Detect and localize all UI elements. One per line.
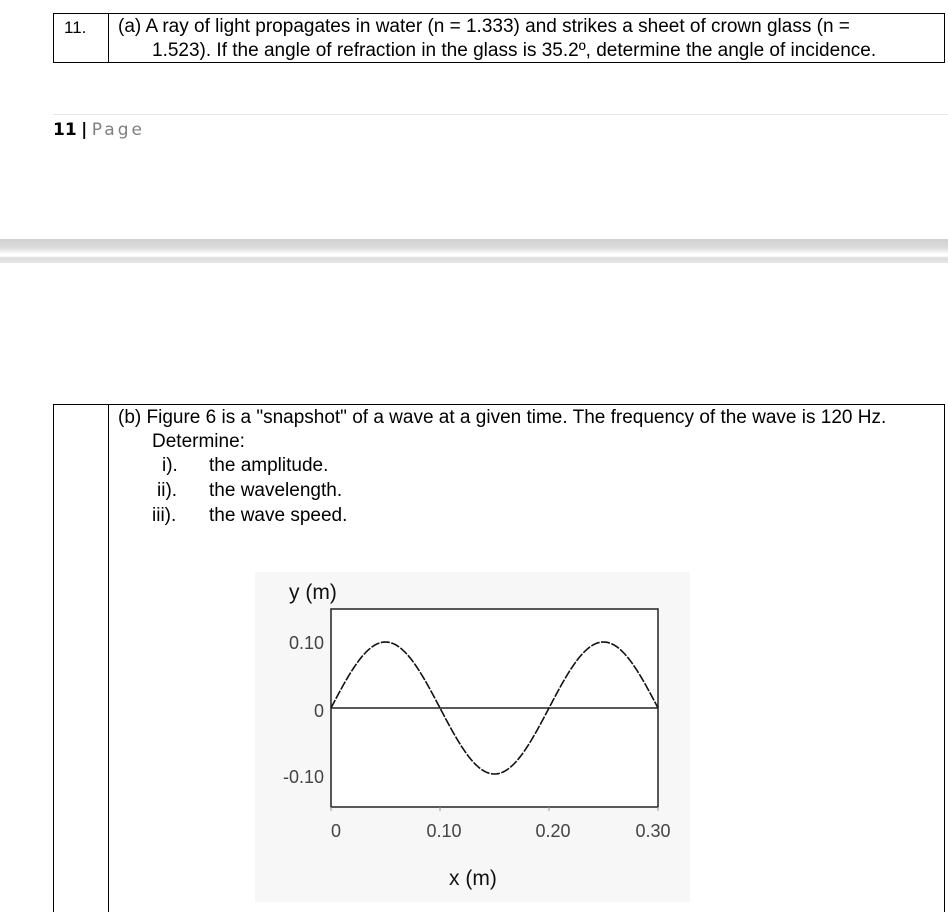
table-top-border [53, 13, 945, 14]
wave-figure [255, 572, 690, 902]
x-tick-label: 0.30 [635, 821, 671, 841]
question-number: 11. [64, 18, 87, 37]
footer-rule [53, 114, 948, 115]
list-item-text: the wave speed. [209, 505, 348, 526]
page-word: Page [91, 120, 145, 140]
y-axis-label: y (m) [289, 581, 337, 604]
question-a-line-2: 1.523). If the angle of refraction in the glass is 35.2º, determine the angle of incidence. [152, 40, 877, 61]
table-left-border [53, 404, 54, 912]
list-item-marker: iii). [152, 505, 177, 526]
table-top-border [53, 404, 945, 405]
page-break-band [0, 239, 948, 263]
page-separator: | [81, 120, 88, 140]
y-tick-label: 0 [313, 701, 324, 721]
x-tick-label: 0.10 [426, 821, 462, 841]
table-right-border [944, 404, 945, 912]
table-right-border [944, 13, 945, 63]
table-column-divider [108, 404, 109, 912]
list-item-text: the wavelength. [209, 480, 343, 501]
x-tick-label: 0 [330, 821, 342, 841]
y-tick-label: -0.10 [282, 767, 324, 787]
question-b-intro-line-2: Determine: [152, 431, 245, 452]
x-axis-label: x (m) [449, 867, 497, 890]
table-left-border [53, 13, 54, 63]
question-a-line-1: (a) A ray of light propagates in water (n = 1.333) and strikes a sheet of crown glass (n = [118, 16, 850, 37]
list-item-text: the amplitude. [209, 455, 329, 476]
page-number: 11 [53, 120, 77, 140]
x-tick-label: 0.20 [535, 821, 571, 841]
list-item-marker: i). [162, 455, 178, 476]
table-column-divider [108, 13, 109, 63]
y-tick-label: 0.10 [288, 633, 324, 653]
list-item-marker: ii). [157, 480, 178, 501]
question-a-row [0, 0, 948, 64]
page-footer [53, 120, 145, 140]
question-b-intro-line-1: (b) Figure 6 is a "snapshot" of a wave at a given time. The frequency of the wave is 120 Hz. [118, 407, 887, 428]
